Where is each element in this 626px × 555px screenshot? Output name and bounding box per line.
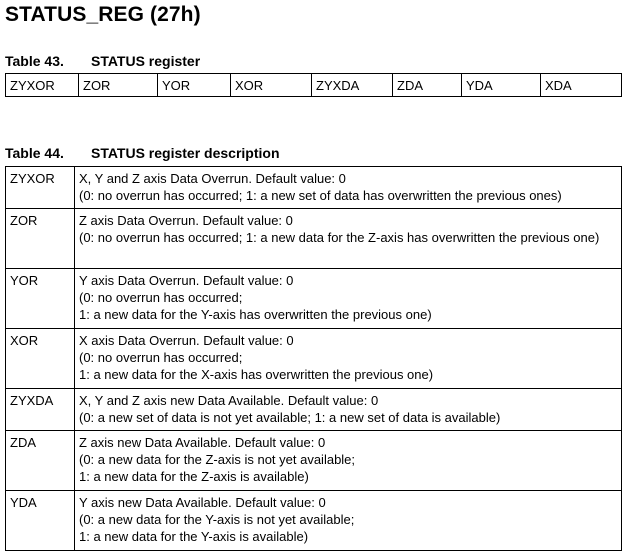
desc-line: 1: a new data for the Z-axis is available) bbox=[79, 469, 309, 484]
bit-cell-2: ZDA bbox=[393, 74, 462, 97]
table-44-number: Table 44. bbox=[5, 145, 64, 161]
row-desc-zda bbox=[75, 431, 622, 491]
bit-cell-7: ZYXOR bbox=[6, 74, 79, 97]
desc-line: Y axis Data Overrun. Default value: 0 bbox=[79, 273, 294, 288]
table-row bbox=[6, 167, 622, 209]
table-43-number: Table 43. bbox=[5, 53, 64, 69]
desc-line: Y axis new Data Available. Default value: 0 bbox=[79, 495, 326, 510]
table-row bbox=[6, 431, 622, 491]
desc-line: (0: no overrun has occurred; bbox=[79, 290, 243, 305]
row-name-zyxda: ZYXDA bbox=[6, 389, 75, 431]
row-name-zyxor: ZYXOR bbox=[6, 167, 75, 209]
row-name-zor: ZOR bbox=[6, 209, 75, 269]
desc-line: (0: no overrun has occurred; bbox=[79, 350, 243, 365]
bit-cell-4: XOR bbox=[231, 74, 312, 97]
bit-cell-0: XDA bbox=[541, 74, 622, 97]
row-desc-zyxda bbox=[75, 389, 622, 431]
desc-line: X axis Data Overrun. Default value: 0 bbox=[79, 333, 294, 348]
desc-line: (0: no overrun has occurred; 1: a new data for the Z-axis has overwritten the previous one) bbox=[79, 230, 600, 245]
desc-line: 1: a new data for the Y-axis has overwritten the previous one) bbox=[79, 307, 432, 322]
row-desc-zyxor bbox=[75, 167, 622, 209]
bit-cell-5: YOR bbox=[158, 74, 231, 97]
desc-line: (0: no overrun has occurred; 1: a new set of data has overwritten the previous ones) bbox=[79, 188, 562, 203]
desc-line: 1: a new data for the X-axis has overwritten the previous one) bbox=[79, 367, 434, 382]
row-name-xor: XOR bbox=[6, 329, 75, 389]
row-desc-xor bbox=[75, 329, 622, 389]
row-name-zda: ZDA bbox=[6, 431, 75, 491]
status-register-bit-table bbox=[5, 73, 622, 97]
desc-line: 1: a new data for the Y-axis is available) bbox=[79, 529, 309, 544]
row-desc-zor bbox=[75, 209, 622, 269]
desc-line: X, Y and Z axis new Data Available. Default value: 0 bbox=[79, 393, 379, 408]
table-row bbox=[6, 491, 622, 551]
table-43-caption bbox=[5, 53, 200, 69]
desc-line: (0: a new data for the Z-axis is not yet available; bbox=[79, 452, 356, 467]
bit-cell-1: YDA bbox=[462, 74, 541, 97]
desc-line: (0: a new set of data is not yet available; 1: a new set of data is available) bbox=[79, 410, 501, 425]
table-44-title: STATUS register description bbox=[91, 145, 280, 161]
table-row bbox=[6, 389, 622, 431]
table-row bbox=[6, 74, 622, 97]
bit-cell-3: ZYXDA bbox=[312, 74, 393, 97]
bit-cell-6: ZOR bbox=[79, 74, 158, 97]
row-name-yda: YDA bbox=[6, 491, 75, 551]
desc-line: Z axis new Data Available. Default value: 0 bbox=[79, 435, 326, 450]
status-register-description-table bbox=[5, 166, 622, 551]
table-43-title: STATUS register bbox=[91, 53, 201, 69]
table-row bbox=[6, 269, 622, 329]
page-title: STATUS_REG (27h) bbox=[5, 3, 201, 26]
table-44-caption bbox=[5, 145, 280, 161]
desc-line: Z axis Data Overrun. Default value: 0 bbox=[79, 213, 293, 228]
table-row bbox=[6, 209, 622, 269]
row-desc-yor bbox=[75, 269, 622, 329]
desc-line: X, Y and Z axis Data Overrun. Default value: 0 bbox=[79, 171, 346, 186]
row-name-yor: YOR bbox=[6, 269, 75, 329]
desc-line: (0: a new data for the Y-axis is not yet available; bbox=[79, 512, 355, 527]
row-desc-yda bbox=[75, 491, 622, 551]
table-row bbox=[6, 329, 622, 389]
